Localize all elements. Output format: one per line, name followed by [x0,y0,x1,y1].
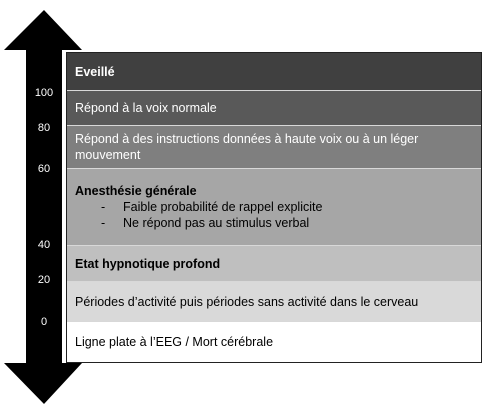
row-periodes-activite [67,282,481,322]
scale-label-80: 80 [37,122,51,134]
list-item [75,199,473,215]
row-etat-hypnotique [67,246,481,282]
dash-bullet-icon: - [101,200,106,214]
dash-bullet-icon: - [101,216,106,230]
row-voix-normale [67,91,481,126]
sedation-level-table [66,52,482,363]
scale-label-20: 20 [37,274,51,286]
row-eveille [67,53,481,91]
row-ligne-plate [67,322,481,362]
row-title: Etat hypnotique profond [75,256,221,271]
list-item-text: Faible probabilité de rappel explicite [123,200,323,214]
row-title: Répond à des instructions données à haute voix ou à un léger mouvement [75,132,419,162]
scale-label-0: 0 [40,316,48,328]
scale-label-100: 100 [34,87,54,99]
row-title: Répond à la voix normale [75,101,217,115]
scale-label-40: 40 [37,239,51,251]
row-title: Ligne plate à l’EEG / Mort cérébrale [75,335,274,349]
scale-label-60: 60 [37,163,51,175]
row-anesthesie-generale [67,169,481,246]
row-instructions [67,126,481,169]
row-title: Eveillé [75,64,115,79]
row-title: Anesthésie générale [75,184,197,198]
row-title: Périodes d’activité puis périodes sans activité dans le cerveau [75,294,419,309]
list-item [75,215,473,231]
list-item-text: Ne répond pas au stimulus verbal [123,216,310,230]
